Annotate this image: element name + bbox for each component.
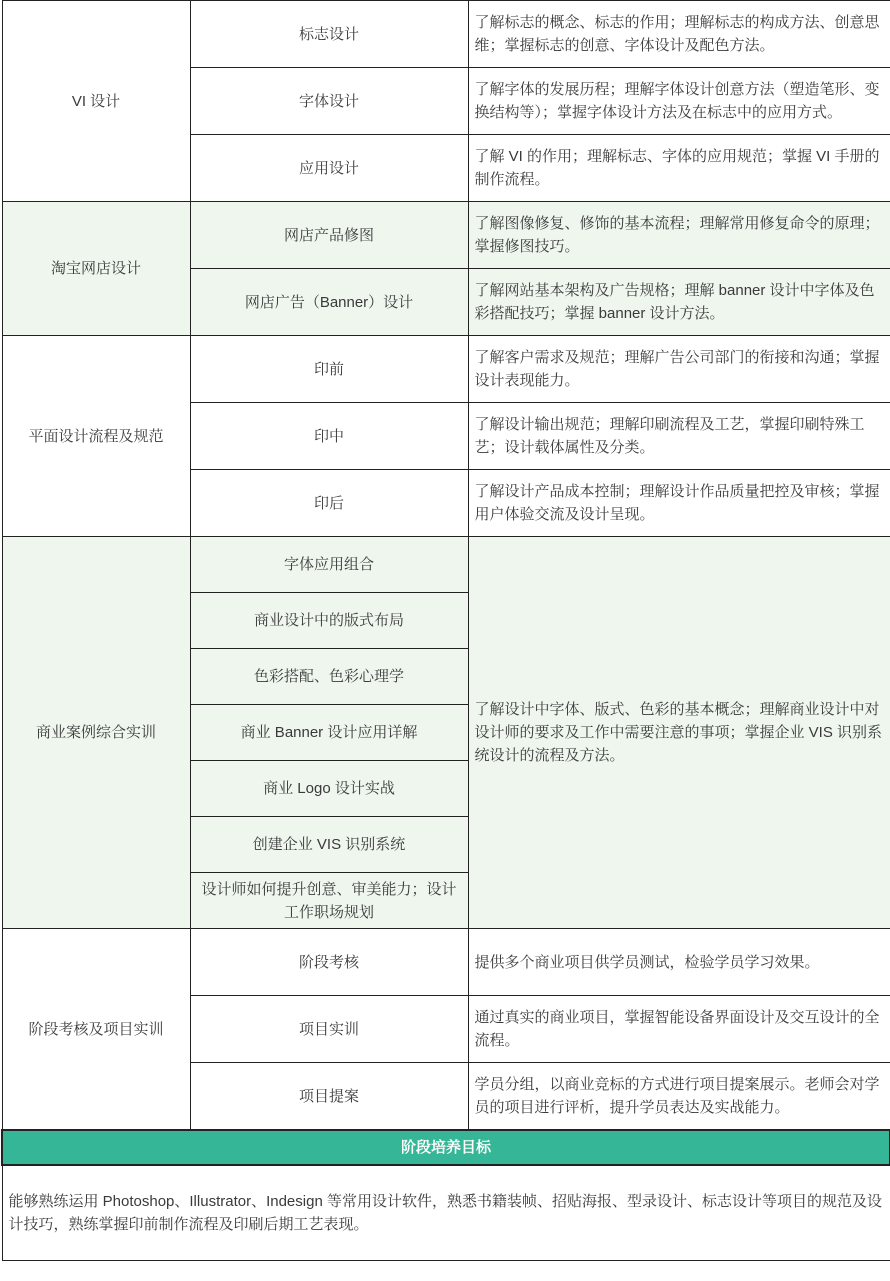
topic-description: 了解设计输出规范；理解印刷流程及工艺，掌握印刷特殊工艺；设计载体属性及分类。 (468, 403, 890, 470)
table-row (2, 336, 890, 403)
topic-description: 了解设计产品成本控制；理解设计作品质量把控及审核；掌握用户体验交流及设计呈现。 (468, 470, 890, 537)
topic-name: 网店产品修图 (190, 202, 468, 269)
curriculum-table (1, 0, 890, 1261)
topic-description: 了解标志的概念、标志的作用；理解标志的构成方法、创意思维；掌握标志的创意、字体设计及配色方法。 (468, 1, 890, 68)
topic-description: 了解 VI 的作用；理解标志、字体的应用规范；掌握 VI 手册的制作流程。 (468, 135, 890, 202)
topic-name: 商业 Logo 设计实战 (190, 761, 468, 817)
topic-name: 项目实训 (190, 996, 468, 1063)
topic-description: 了解字体的发展历程；理解字体设计创意方法（塑造笔形、变换结构等）；掌握字体设计方法及在标志中的应用方式。 (468, 68, 890, 135)
goal-header-row (2, 1130, 890, 1165)
topic-name: 网店广告（Banner）设计 (190, 269, 468, 336)
module-name: 阶段考核及项目实训 (2, 929, 190, 1131)
topic-name: 字体应用组合 (190, 537, 468, 593)
topic-description: 提供多个商业项目供学员测试，检验学员学习效果。 (468, 929, 890, 996)
table-row (2, 537, 890, 593)
topic-name: 印中 (190, 403, 468, 470)
topic-name: 字体设计 (190, 68, 468, 135)
topic-name: 印后 (190, 470, 468, 537)
module-name: 商业案例综合实训 (2, 537, 190, 929)
topic-description: 了解图像修复、修饰的基本流程；理解常用修复命令的原理；掌握修图技巧。 (468, 202, 890, 269)
module-name: 淘宝网店设计 (2, 202, 190, 336)
topic-name: 印前 (190, 336, 468, 403)
topic-name: 商业设计中的版式布局 (190, 593, 468, 649)
table-row (2, 1, 890, 68)
module-name: 平面设计流程及规范 (2, 336, 190, 537)
module-name: VI 设计 (2, 1, 190, 202)
topic-name: 项目提案 (190, 1063, 468, 1131)
goal-text: 能够熟练运用 Photoshop、Illustrator、Indesign 等常用设计软件，熟悉书籍装帧、招贴海报、型录设计、标志设计等项目的规范及设计技巧，熟练掌握印前制作流程及印刷后期工艺表现。 (2, 1165, 890, 1261)
topic-description: 了解客户需求及规范；理解广告公司部门的衔接和沟通；掌握设计表现能力。 (468, 336, 890, 403)
topic-description: 了解网站基本架构及广告规格；理解 banner 设计中字体及色彩搭配技巧；掌握 banner 设计方法。 (468, 269, 890, 336)
topic-name: 色彩搭配、色彩心理学 (190, 649, 468, 705)
table-row (2, 929, 890, 996)
topic-description: 通过真实的商业项目，掌握智能设备界面设计及交互设计的全流程。 (468, 996, 890, 1063)
topic-name: 设计师如何提升创意、审美能力；设计工作职场规划 (190, 873, 468, 929)
topic-name: 标志设计 (190, 1, 468, 68)
topic-name: 应用设计 (190, 135, 468, 202)
goal-title: 阶段培养目标 (2, 1130, 890, 1165)
topic-name: 创建企业 VIS 识别系统 (190, 817, 468, 873)
goal-row (2, 1165, 890, 1261)
topic-description: 了解设计中字体、版式、色彩的基本概念；理解商业设计中对设计师的要求及工作中需要注意的事项；掌握企业 VIS 识别系统设计的流程及方法。 (468, 537, 890, 929)
topic-name: 商业 Banner 设计应用详解 (190, 705, 468, 761)
table-row (2, 202, 890, 269)
topic-description: 学员分组，以商业竞标的方式进行项目提案展示。老师会对学员的项目进行评析，提升学员表达及实战能力。 (468, 1063, 890, 1131)
topic-name: 阶段考核 (190, 929, 468, 996)
